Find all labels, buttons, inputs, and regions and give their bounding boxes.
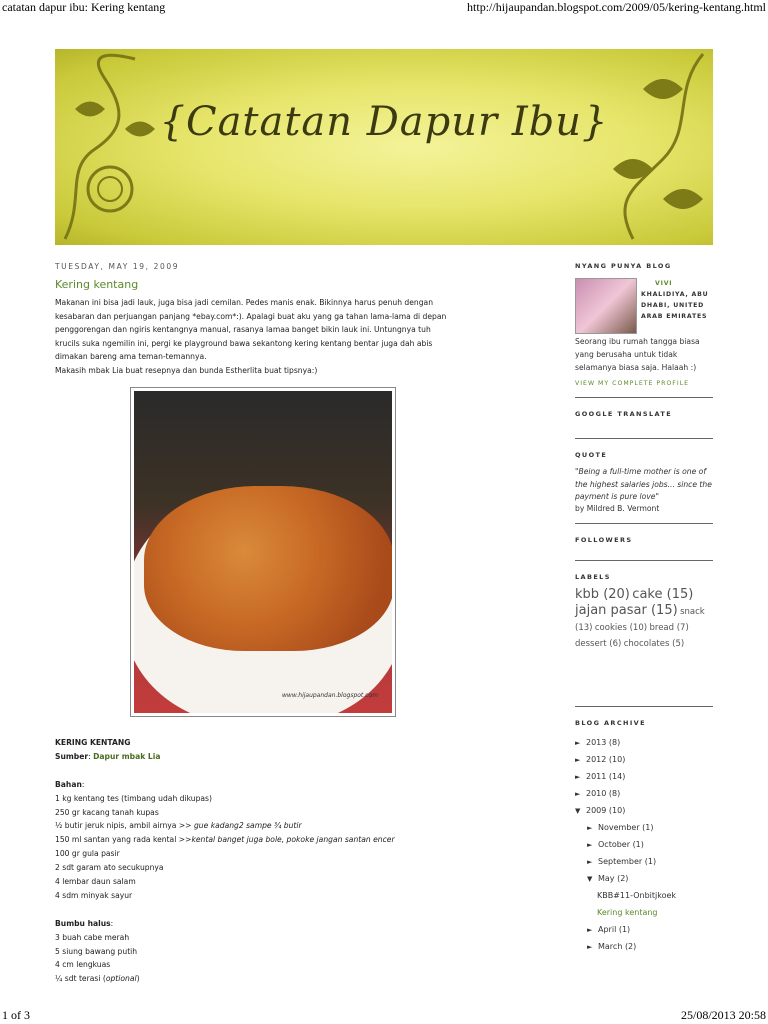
archive-item[interactable] <box>575 734 713 751</box>
archive-item[interactable] <box>575 921 713 938</box>
archive-item[interactable] <box>575 836 713 853</box>
divider <box>575 523 713 524</box>
bumbu-item: 3 buah cabe merah <box>55 932 130 942</box>
bumbu-item: ¼ sdt terasi (optional) <box>55 974 140 984</box>
print-timestamp: 25/08/2013 20:58 <box>680 1008 766 1022</box>
sidebar <box>575 262 713 955</box>
label-link[interactable]: jajan pasar (15) <box>575 602 678 618</box>
archive-item-count: (1) <box>644 856 657 866</box>
triangle-right-icon[interactable]: ► <box>587 823 593 832</box>
archive-item-label: May <box>598 873 615 883</box>
bahan-note: gue kadang2 sampe ¾ butir <box>193 821 302 831</box>
post-body <box>55 296 475 377</box>
floral-ornament-left-icon <box>55 49 175 245</box>
archive-item-count: (14) <box>608 771 626 781</box>
bahan-item: 150 ml santan yang rada kental >>kental banget juga bole, pokoke jangan santan encer <box>55 835 395 845</box>
followers-heading: FOLLOWERS <box>575 535 633 544</box>
blog-archive <box>575 734 713 955</box>
triangle-right-icon[interactable]: ► <box>575 738 581 747</box>
post-line: Makanan ini bisa jadi lauk, juga bisa jadi cemilan. Pedes manis enak. Bikinnya harus penuh dengan <box>55 298 434 307</box>
archive-item[interactable] <box>575 938 713 955</box>
profile-bio: Seorang ibu rumah tangga biasa yang berusaha untuk tidak selamanya biasa saja. Halaah :) <box>575 337 700 372</box>
labels-cloud <box>575 587 713 652</box>
archive-item[interactable] <box>575 785 713 802</box>
post-line: Makasih mbak Lia buat resepnya dan bunda Estherlita buat tipsnya:) <box>55 365 318 375</box>
divider <box>575 560 713 561</box>
post-photo[interactable] <box>130 387 396 717</box>
label-link[interactable]: kbb (20) <box>575 586 630 602</box>
bahan-label: Bahan <box>55 779 82 789</box>
blog-title: {Catatan Dapur Ibu} <box>159 99 609 145</box>
archive-item-label: Kering kentang <box>597 907 658 917</box>
translate-heading: GOOGLE TRANSLATE <box>575 410 673 418</box>
quote-heading: QUOTE <box>575 451 608 459</box>
profile-name[interactable]: VIVI <box>655 280 673 287</box>
archive-item-count: (2) <box>624 941 637 951</box>
triangle-right-icon[interactable]: ► <box>587 857 593 866</box>
avatar[interactable] <box>575 278 637 334</box>
triangle-right-icon[interactable]: ► <box>587 925 593 934</box>
archive-heading: BLOG ARCHIVE <box>575 718 646 727</box>
label-link[interactable]: bread (7) <box>649 622 689 633</box>
quote-author: by Mildred B. Vermont <box>575 503 660 513</box>
archive-item[interactable] <box>575 751 713 768</box>
archive-item[interactable] <box>575 887 713 904</box>
print-footer <box>0 1006 768 1024</box>
post-line: penggorengan dan ngiris kentangnya manual, rasanya lamaa banget bikin lauk ini. Untungnya tuh <box>55 325 431 334</box>
triangle-down-icon[interactable]: ▼ <box>587 874 593 883</box>
recipe-heading: KERING KENTANG <box>55 738 131 747</box>
archive-item-label: 2011 <box>586 771 607 781</box>
print-page-title: catatan dapur ibu: Kering kentang <box>2 0 166 14</box>
bahan-item: 100 gr gula pasir <box>55 849 120 859</box>
archive-item-label: March <box>598 941 623 951</box>
bahan-item: 4 sdm minyak sayur <box>55 890 133 900</box>
triangle-right-icon[interactable]: ► <box>575 789 581 798</box>
triangle-down-icon[interactable]: ▼ <box>575 806 581 815</box>
label-link[interactable]: chocolates (5) <box>623 638 685 649</box>
triangle-right-icon[interactable]: ► <box>575 755 581 764</box>
archive-item[interactable] <box>575 870 713 887</box>
bahan-item: 4 lembar daun salam <box>55 877 136 887</box>
archive-item[interactable] <box>575 819 713 836</box>
photo-potato-chips <box>144 486 392 651</box>
bumbu-label: Bumbu halus <box>55 918 111 928</box>
triangle-right-icon[interactable]: ► <box>587 942 593 951</box>
label-link[interactable]: cake (15) <box>632 586 694 602</box>
archive-item-count: (2) <box>617 873 629 883</box>
archive-item-count: (10) <box>608 805 626 815</box>
archive-item-label: September <box>598 856 643 866</box>
archive-item-count: (8) <box>608 737 621 747</box>
label-link[interactable]: cookies (10) <box>594 622 648 633</box>
archive-item-label: 2012 <box>586 754 607 764</box>
post-title[interactable]: Kering kentang <box>55 278 139 291</box>
quote-text: "Being a full-time mother is one of the highest salaries jobs... since the payment is pure love" <box>575 467 712 501</box>
archive-item-label: 2010 <box>586 788 607 798</box>
archive-item-label: 2013 <box>586 737 607 747</box>
archive-item-count: (1) <box>642 822 654 832</box>
recipe-source-label: Sumber <box>55 751 89 761</box>
archive-item-label: November <box>598 822 640 832</box>
bahan-item: 1 kg kentang tes (timbang udah dikupas) <box>55 793 212 803</box>
divider <box>575 397 713 398</box>
photo-kering-kentang <box>134 391 392 713</box>
profile-location: KHALIDIYA, ABU DHABI, UNITED ARAB EMIRATES <box>641 291 709 320</box>
triangle-right-icon[interactable]: ► <box>575 772 581 781</box>
bahan-item: 250 gr kacang tanah kupas <box>55 807 159 817</box>
post-line: krucils suka ngemilin ini, pergi ke playground bawa sekantong kering kentang bentar juga dah abis <box>55 338 433 348</box>
blog-banner[interactable] <box>55 49 713 245</box>
archive-item[interactable] <box>575 904 713 921</box>
bumbu-item: 4 cm lengkuas <box>55 960 111 970</box>
archive-item-label: 2009 <box>586 805 607 815</box>
archive-item-count: (10) <box>608 754 626 764</box>
bumbu-item: 5 siung bawang putih <box>55 946 138 956</box>
archive-item-count: (8) <box>608 788 621 798</box>
archive-item[interactable] <box>575 853 713 870</box>
post-line: kesabaran dan perjuangan panjang *ebay.com*:). Apalagi buat aku yang ga tahan lama-lama di depan <box>55 311 447 321</box>
post-line: dimakan bareng ama teman-temannya. <box>55 352 207 361</box>
divider <box>575 438 713 439</box>
divider <box>575 706 713 707</box>
archive-item-label: April <box>598 924 617 934</box>
print-page-url: http://hijaupandan.blogspot.com/2009/05/kering-kentang.html <box>467 0 766 14</box>
profile <box>575 278 713 334</box>
bahan-item: ½ butir jeruk nipis, ambil airnya >> gue kadang2 sampe ¾ butir <box>55 821 302 831</box>
label-link[interactable]: dessert (6) <box>575 638 622 649</box>
print-header <box>0 0 768 16</box>
recipe-source-link[interactable]: Dapur mbak Lia <box>93 751 161 761</box>
post-date: TUESDAY, MAY 19, 2009 <box>55 262 180 271</box>
archive-item-label: KBB#11-Onbitjkoek <box>597 890 677 900</box>
archive-item-label: October <box>598 839 631 849</box>
post <box>55 262 475 699</box>
bahan-item: 2 sdt garam ato secukupnya <box>55 863 164 873</box>
floral-ornament-right-icon <box>573 49 713 245</box>
photo-watermark: www.hijaupandan.blogspot.com <box>282 692 378 699</box>
print-page-number: 1 of 3 <box>2 1008 30 1022</box>
label-link[interactable]: snack (13) <box>575 606 705 633</box>
archive-item-count: (1) <box>618 924 631 934</box>
recipe: KERING KENTANG Sumber: Dapur mbak Lia Bahan: 1 kg kentang tes (timbang udah dikupas) 250 gr kacang tanah kupas ½ butir jeruk nipis, ambil airnya >> gue kadang2 sampe ¾ butir 150 ml santan yang rada kental >>kental banget juga bole, pokoke jangan santan encer 100 gr gula pasir 2 sdt garam ato secukupnya 4 lembar daun salam 4 sdm minyak sayur Bumbu halus: 3 buah cabe merah 5 siung bawang putih 4 cm lengkuas ¼ sdt terasi (optional) <box>55 736 475 986</box>
labels-heading: LABELS <box>575 572 611 581</box>
profile-heading: NYANG PUNYA BLOG <box>575 262 672 270</box>
triangle-right-icon[interactable]: ► <box>587 840 593 849</box>
archive-item[interactable] <box>575 768 713 785</box>
view-profile-link[interactable]: VIEW MY COMPLETE PROFILE <box>575 380 690 387</box>
archive-item-count: (1) <box>632 839 644 849</box>
archive-item[interactable] <box>575 802 713 819</box>
bahan-note: kental banget juga bole, pokoke jangan santan encer <box>191 835 395 845</box>
